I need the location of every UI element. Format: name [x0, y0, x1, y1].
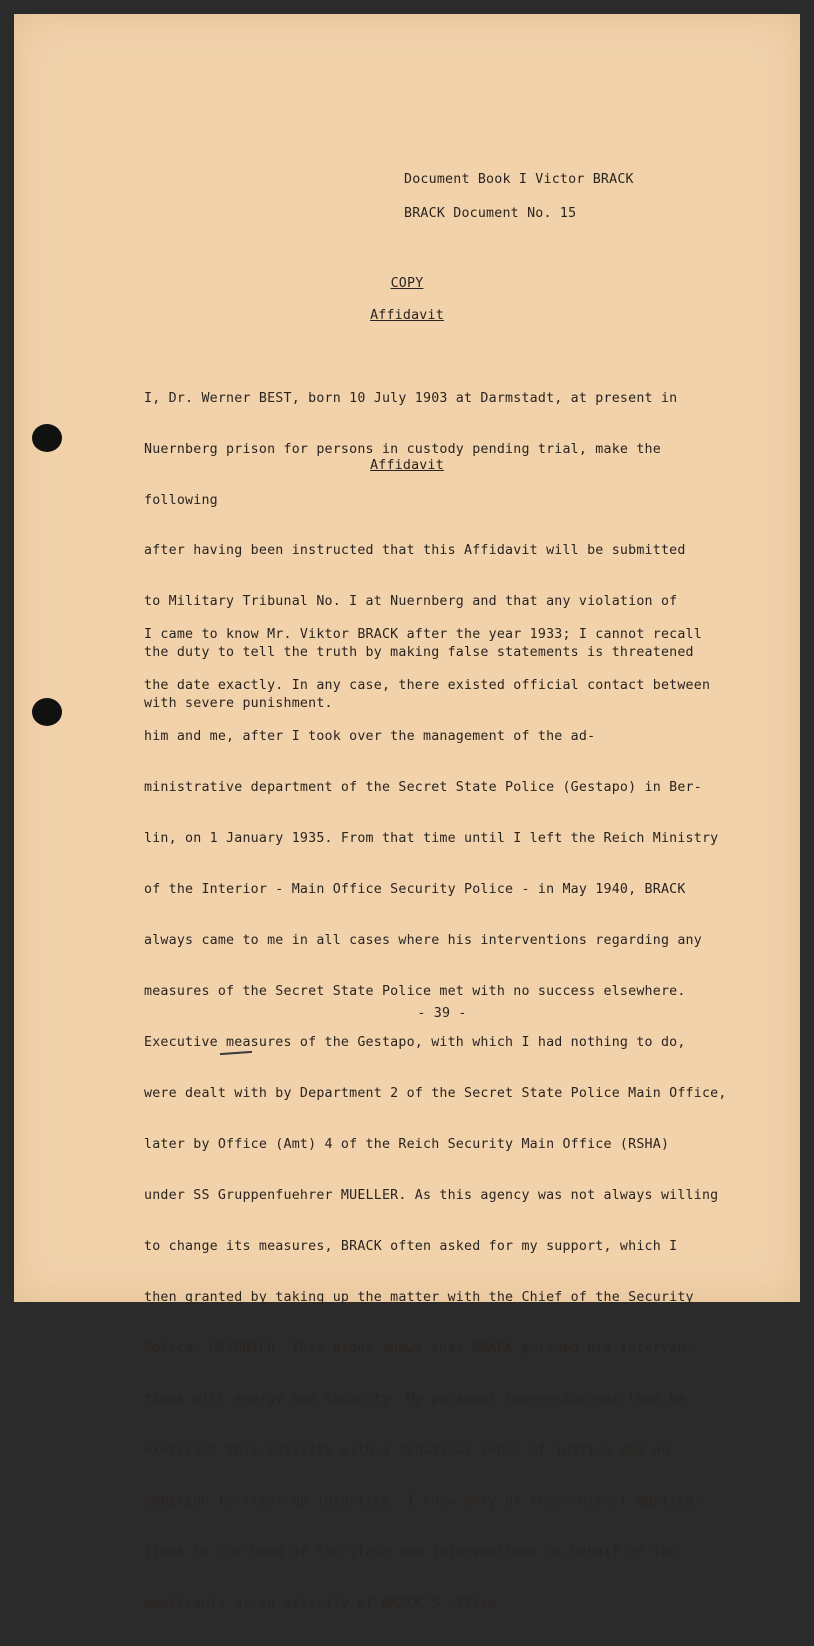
para1-line: to Military Tribunal No. I at Nuernberg and that any violation of [144, 594, 678, 609]
title-affidavit-top: Affidavit [370, 308, 444, 323]
para2-line: ministrative department of the Secret State Police (Gestapo) in Ber- [144, 780, 702, 795]
copy-label: COPY [390, 276, 424, 291]
intro-line: I, Dr. Werner BEST, born 10 July 1903 at Darmstadt, at present in [144, 391, 678, 406]
statement-paragraph [144, 592, 727, 1646]
para2-line: I came to know Mr. Viktor BRACK after the year 1933; I cannot recall [144, 627, 702, 642]
para2-line: him and me, after I took over the management of the ad- [144, 729, 596, 744]
page-number: - 39 - [417, 1006, 467, 1021]
para1-line: after having been instructed that this Affidavit will be submitted [144, 543, 686, 558]
intro-line: following [144, 493, 218, 508]
para2-line: Police, HEYDRICH. This alone shows that BRACK pursued his interven- [144, 1341, 694, 1356]
para2-line: exercised this activity with a fanatical sense of justice and an [144, 1443, 670, 1458]
intro-line: Nuernberg prison for persons in custody pending trial, make the [144, 442, 661, 457]
para2-line: tions to the head of the state and interventions on behalf of the [144, 1545, 678, 1560]
header-document-number: BRACK Document No. 15 [404, 206, 577, 221]
para2-line: measures of the Secret State Police met with no success elsewhere. [144, 984, 686, 999]
para2-line: applicants as an activity of BRACK'S office. [144, 1596, 506, 1611]
para2-line: tions with energy and tenacity. My personal impression was that he [144, 1392, 686, 1407]
punch-hole-top [32, 424, 62, 452]
para2-line: then granted by taking up the matter with the Chief of the Security [144, 1290, 694, 1305]
para1-line: with severe punishment. [144, 696, 333, 711]
para2-line: always came to me in all cases where his interventions regarding any [144, 933, 702, 948]
para2-line: Executive measures of the Gestapo, with which I had nothing to do, [144, 1035, 686, 1050]
para2-line: under SS Gruppenfuehrer MUELLER. As this agency was not always willing [144, 1188, 719, 1203]
para2-line: to change its measures, BRACK often asked for my support, which I [144, 1239, 678, 1254]
header-document-book: Document Book I Victor BRACK [404, 172, 634, 187]
para1-line: the duty to tell the truth by making false statements is threatened [144, 645, 694, 660]
para2-line: were dealt with by Department 2 of the Secret State Police Main Office, [144, 1086, 727, 1101]
para2-line: ambition to clear up injustice. I know only of these direct applica- [144, 1494, 702, 1509]
para2-line: of the Interior - Main Office Security Police - in May 1940, BRACK [144, 882, 686, 897]
para2-line: the date exactly. In any case, there existed official contact between [144, 678, 711, 693]
punch-hole-bottom [32, 698, 62, 726]
title-affidavit-mid: Affidavit [370, 458, 444, 473]
document-page [14, 14, 800, 1611]
para2-line: lin, on 1 January 1935. From that time until I left the Reich Ministry [144, 831, 719, 846]
para2-line: later by Office (Amt) 4 of the Reich Security Main Office (RSHA) [144, 1137, 670, 1152]
